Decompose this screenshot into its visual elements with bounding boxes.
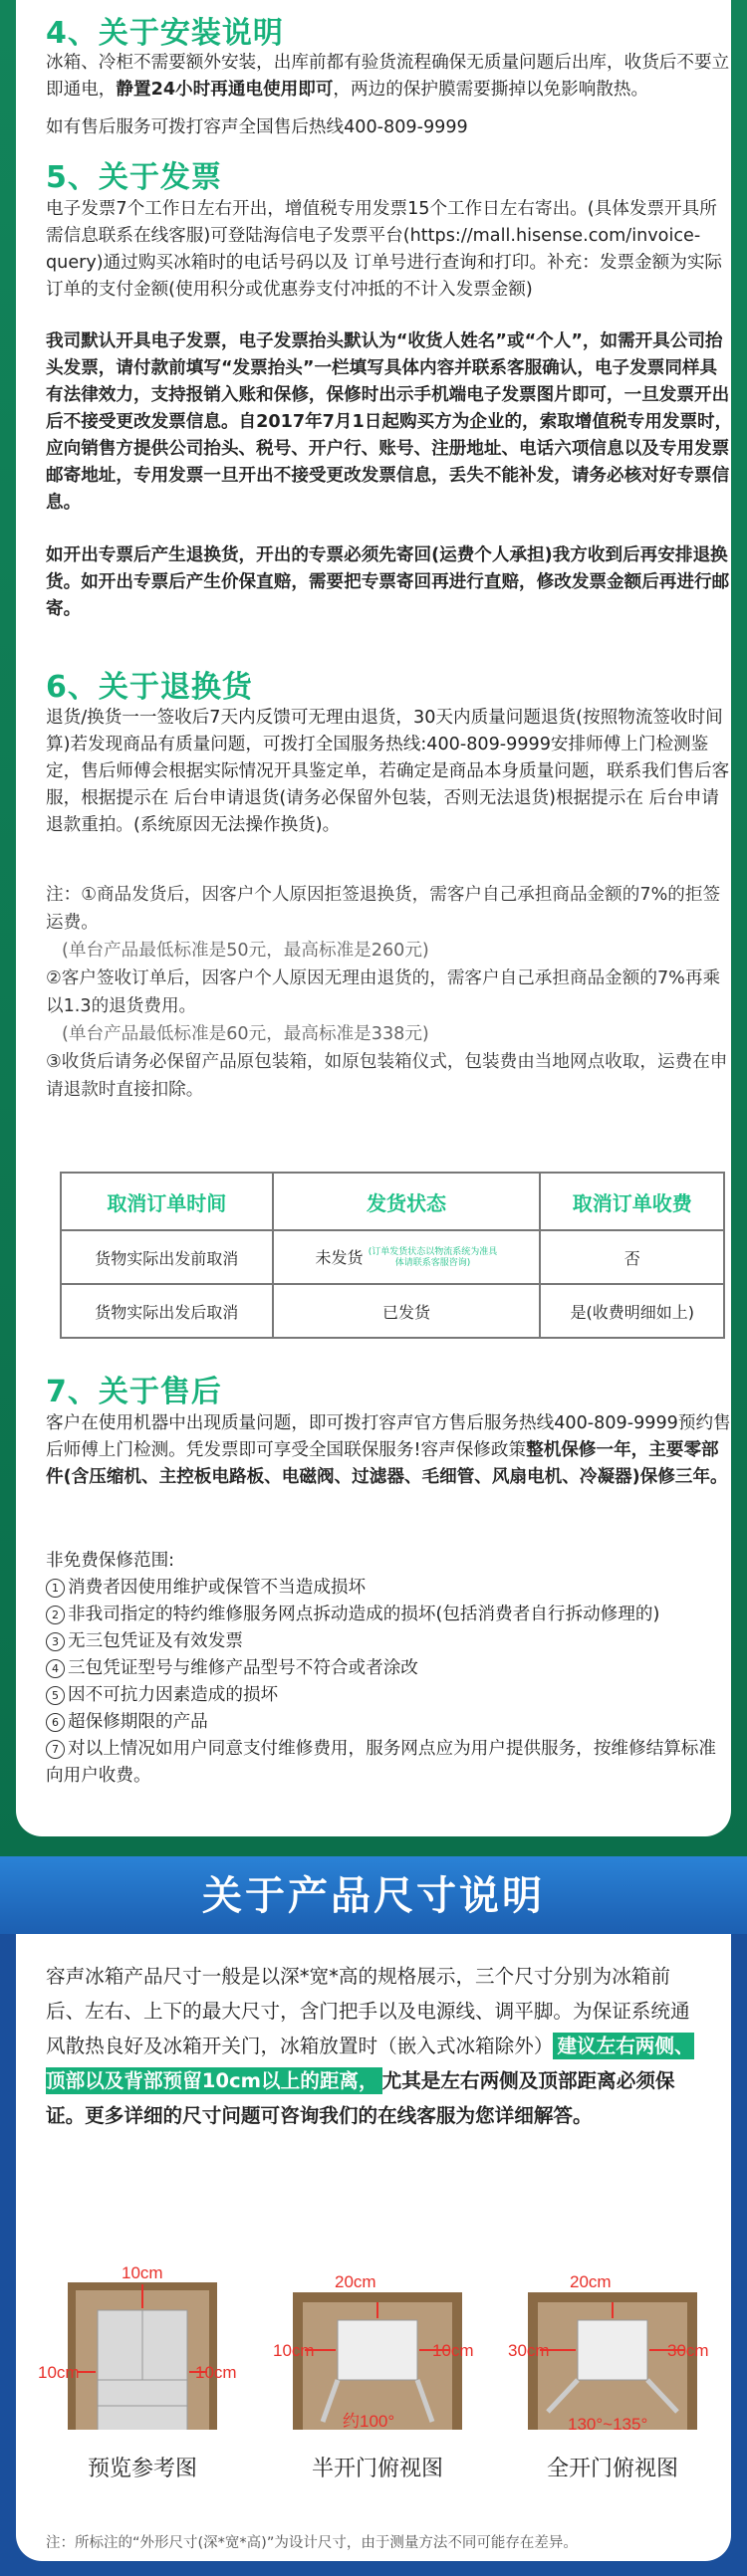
full-open-figure [508, 2262, 717, 2430]
dim-angle: 约100° [343, 2412, 395, 2430]
install-hotline: 如有售后服务可拨打容声全国售后热线400-809-9999 [46, 117, 468, 137]
exclusion-item: 5 因不可抗力因素造成的损坏 [46, 1682, 733, 1709]
half-open-figure [273, 2262, 482, 2430]
invoice-title: 5、关于发票 [46, 160, 222, 195]
preview-figure [38, 2262, 247, 2430]
dim-top: 20cm [335, 2272, 376, 2291]
table-header: 发货状态 [273, 1173, 541, 1230]
aftersales-title: 7、关于售后 [46, 1375, 222, 1409]
table-header: 取消订单收费 [540, 1173, 724, 1230]
dim-top: 20cm [570, 2272, 612, 2291]
returns-text: 退货/换货一一签收后7天内反馈可无理由退货，30天内质量问题退货(按照物流签收时间算)若发现商品有质量问题，可拨打全国服务热线:400-809-9999安排师傅上门检测鉴定，售后师傅会根据实际情况开具鉴定单，若确定是商品本身质量问题，联系我们售后客服，根据提示在 后台申请退货(请务必保留外包装，否则无法退货)根据提示在 后台申请退款重拍。(系统原因无法操作换货)。 [46, 708, 730, 835]
returns-title: 6、关于退换货 [46, 670, 253, 705]
dim-left: 10cm [38, 2363, 80, 2382]
table-header: 取消订单时间 [61, 1173, 273, 1230]
dim-left: 10cm [273, 2341, 315, 2360]
dim-left: 30cm [508, 2341, 550, 2360]
exclusion-item: 6 超保修期限的产品 [46, 1709, 733, 1736]
size-title: 关于产品尺寸说明 [202, 1873, 545, 1919]
fridge-icon [338, 2320, 417, 2380]
dim-right: 10cm [195, 2363, 237, 2382]
cancel-order-table [60, 1172, 725, 1339]
exclusion-item: 7 对以上情况如用户同意支付维修费用，服务网点应为用户提供服务，按维修结算标准向用户收费。 [46, 1739, 716, 1786]
dim-right: 30cm [667, 2341, 709, 2360]
dim-top: 10cm [122, 2263, 163, 2282]
size-panel [0, 1856, 747, 2576]
exclusion-item: 2 非我司指定的特约维修服务网点拆动造成的损坏(包括消费者自行拆动修理的) [46, 1602, 733, 1628]
table-header-row [61, 1173, 724, 1230]
exclusion-item: 4 三包凭证型号与维修产品型号不符合或者涂改 [46, 1655, 733, 1682]
caption-preview: 预览参考图 [87, 2457, 197, 2481]
install-text: 冰箱、冷柜不需要额外安装，出库前都有验货流程确保无质量问题后出库，收货后不要立即通电，静置24小时再通电使用即可，两边的保护膜需要撕掉以免影响散热。 [46, 53, 730, 100]
aftersales-exclusions: 非免费保修范围: 1 消费者因使用维护或保管不当造成损坏 2 非我司指定的特约维修服务网点拆动造成的损坏(包括消费者自行拆动修理的) 3 无三包凭证及有效发票 4 三包凭证型号与维修产品型号不符合或者涂改 5 因不可抗力因素造成的损坏 6 超保修期限的产品 7 对以上情况如用户同意支付维修费用，服务网点应为用户提供服务，按维修结算标准向用户收费。 [46, 1548, 733, 1790]
caption-half-open: 半开门俯视图 [311, 2457, 443, 2481]
dim-right: 10cm [432, 2341, 474, 2360]
exclusion-item: 1 消费者因使用维护或保管不当造成损坏 [46, 1575, 733, 1602]
fridge-icon [578, 2320, 647, 2380]
size-text: 容声冰箱产品尺寸一般是以深*宽*高的规格展示，三个尺寸分别为冰箱前后、左右、上下的最大尺寸，含门把手以及电源线、调平脚。为保证系统通风散热良好及冰箱开关门，冰箱放置时（嵌入式冰箱除外） 建议左右两侧、顶部以及背部预留10cm以上的距离， 尤其是左右两侧及顶部距离必须保证。更多详细的尺寸问题可咨询我们的在线客服为您详细解答。 [46, 1965, 694, 2127]
table-row: 货物实际出发前取消 未发货 (订单发货状态以物流系统为准具体请联系客服咨询) 否 [61, 1230, 724, 1284]
install-title: 4、关于安装说明 [46, 16, 284, 51]
size-card [16, 1934, 731, 2561]
returns-notes: 注：①商品发货后，因客户个人原因拒签退换货，需客户自己承担商品金额的7%的拒签运费。 (单台产品最低标准是50元，最高标准是260元) ②客户签收订单后，因客户个人原因无理由退货的，需客户自己承担商品金额的7%再乘以1.3的退货费用。 (单台产品最低标准是60元，最高标准是338元) ③收货后请务必保留产品原包装箱，如原包装箱仪式，包装费由当地网点收取，运费在申请退款时直接扣除。 [46, 885, 728, 1100]
size-header [0, 1856, 747, 1934]
dim-angle: 130°~135° [568, 2415, 648, 2430]
exclusion-item: 3 无三包凭证及有效发票 [46, 1628, 733, 1655]
table-row: 货物实际出发后取消 已发货 是(收费明细如上) [61, 1284, 724, 1338]
policy-card [16, 0, 731, 1836]
invoice-text-2: 我司默认开具电子发票，电子发票抬头默认为“收货人姓名”或“个人”，如需开具公司抬头发票，请付款前填写“发票抬头”一栏填写具体内容并联系客服确认，电子发票同样具有法律效力，支持报销入账和保修，保修时出示手机端电子发票图片即可，一旦发票开出后不接受更改发票信息。自2017年7月1日起购买方为企业的，索取增值税专用发票时，应向销售方提供公司抬头、税号、开户行、账号、注册地址、电话六项信息以及专用发票邮寄地址，专用发票一旦开出不接受更改发票信息，丢失不能补发，请务必核对好专票信息。 [46, 331, 733, 513]
aftersales-text: 客户在使用机器中出现质量问题，即可拨打容声官方售后服务热线400-809-9999预约售后师傅上门检测。凭发票即可享受全国联保服务!容声保修政策整机保修一年，主要零部件(含压缩机、主控板电路板、电磁阀、过滤器、毛细管、风扇电机、冷凝器)保修三年。 [46, 1413, 731, 1487]
caption-full-open: 全开门俯视图 [546, 2457, 678, 2481]
invoice-text-3: 如开出专票后产生退换货，开出的专票必须先寄回(运费个人承担)我方收到后再安排退换货。如开出专票后产生价保直赔，需要把专票寄回再进行直赔，修改发票金额后再进行邮寄。 [46, 545, 730, 619]
size-note: 注：所标注的“外形尺寸(深*宽*高)”为设计尺寸，由于测量方法不同可能存在差异。 [46, 2535, 578, 2551]
invoice-text-1: 电子发票7个工作日左右开出，增值税专用发票15个工作日左右寄出。(具体发票开具所需信息联系在线客服)可登陆海信电子发票平台(https://mall.hisense.com/invoice-query)通过购买冰箱时的电话号码以及 订单号进行查询和打印。补充：发票金额为实际订单的支付金额(使用积分或优惠券支付冲抵的不计入发票金额) [46, 199, 723, 300]
exclusion-list [46, 1575, 733, 1790]
